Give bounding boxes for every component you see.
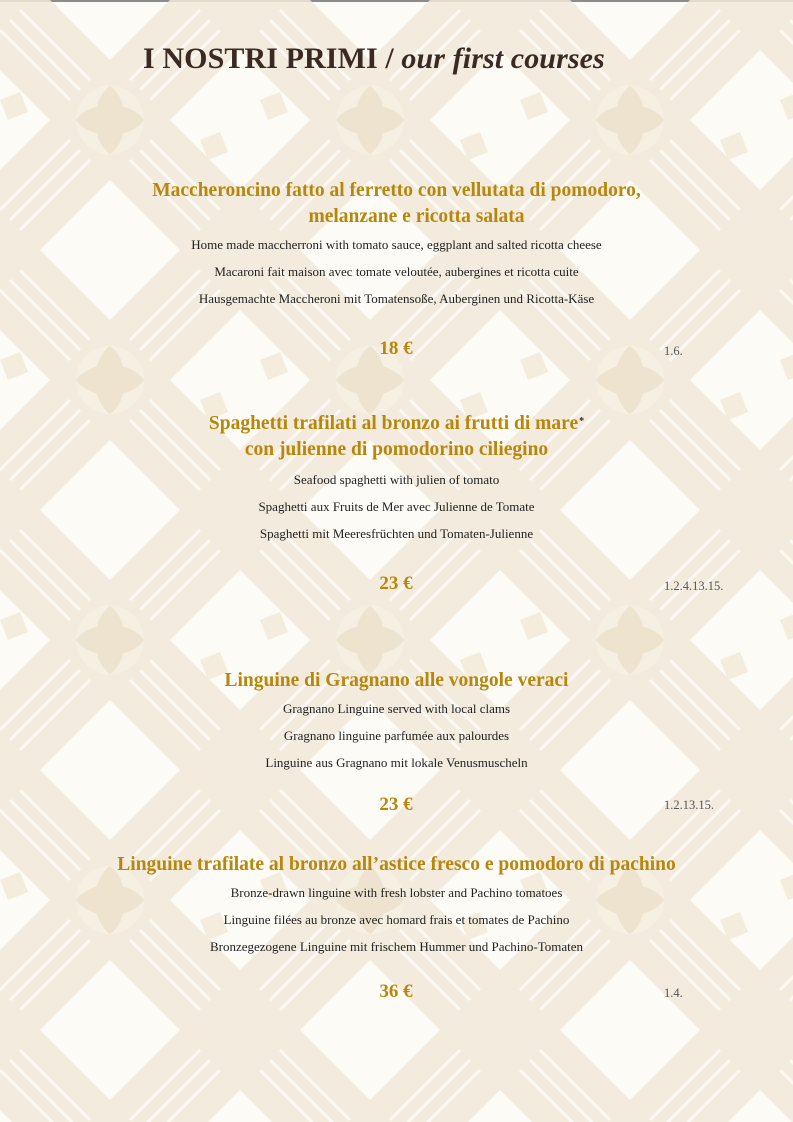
description-en: Bronze-drawn linguine with fresh lobster and Pachino tomatoes	[230, 885, 563, 900]
price: 36 €	[379, 981, 413, 1002]
allergen-codes: 1.6.	[664, 344, 683, 358]
description-en: Home made maccherroni with tomato sauce, eggplant and salted ricotta cheese	[191, 237, 602, 252]
dish-name-text: Spaghetti trafilati al bronzo ai frutti di mare	[208, 413, 579, 434]
description-fr: Macaroni fait maison avec tomate veloutée, aubergines et ricotta cuite	[214, 264, 579, 279]
description-fr: Spaghetti aux Fruits de Mer avec Julienne de Tomate	[258, 499, 535, 514]
description-de: Spaghetti mit Meeresfrüchten und Tomaten-Julienne	[259, 526, 534, 541]
price: 18 €	[379, 338, 413, 359]
dish-name-line: Linguine di Gragnano alle vongole veraci	[224, 670, 569, 691]
price: 23 €	[379, 794, 413, 815]
description-en: Gragnano Linguine served with local clams	[282, 701, 511, 716]
title-sub: our first courses	[401, 42, 605, 75]
allergen-codes: 1.2.13.15.	[664, 798, 714, 812]
page-title	[143, 42, 605, 76]
dish-name	[0, 411, 793, 463]
allergen-codes: 1.2.4.13.15.	[664, 579, 724, 593]
dish-name-line: con julienne di pomodorino ciliegino	[244, 439, 549, 460]
price: 23 €	[379, 573, 413, 594]
title-main: I NOSTRI PRIMI /	[143, 42, 402, 75]
description-de: Linguine aus Gragnano mit lokale Venusmuscheln	[265, 755, 528, 770]
description-de: Bronzegezogene Linguine mit frischem Hummer und Pachino-Tomaten	[209, 939, 584, 954]
description-en: Seafood spaghetti with julien of tomato	[293, 472, 500, 487]
allergen-codes: 1.4.	[664, 986, 683, 1000]
description-fr: Linguine filées au bronze avec homard frais et tomates de Pachino	[223, 912, 570, 927]
dish-name-line: melanzane e ricotta salata	[308, 206, 525, 227]
description-de: Hausgemachte Maccheroni mit Tomatensoße, Auberginen und Ricotta-Käse	[198, 291, 595, 306]
dish-name-line: Maccheroncino fatto al ferretto con vellutata di pomodoro,	[152, 180, 641, 201]
description-fr: Gragnano linguine parfumée aux palourdes	[283, 728, 510, 743]
dish-name	[0, 668, 793, 694]
asterisk-mark: *	[579, 416, 585, 427]
dish-name-line: Linguine trafilate al bronzo all’astice fresco e pomodoro di pachino	[117, 854, 676, 875]
dish-name	[0, 178, 793, 230]
dish-name-line	[0, 411, 793, 437]
dish-name	[0, 852, 793, 878]
